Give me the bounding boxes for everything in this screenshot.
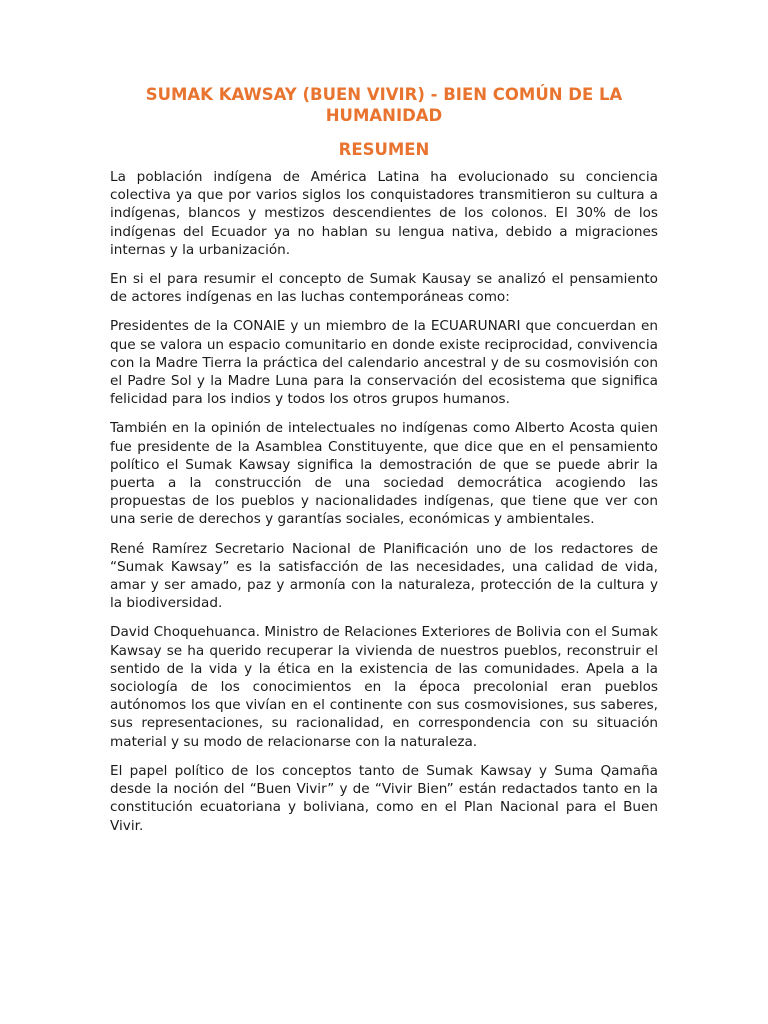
paragraph-1: La población indígena de América Latina ha evolucionado su conciencia colectiva ya que por varios siglos los conquistadores transmitieron su cultura a indígenas, blancos y mestizos descendientes de los colonos. El 30% de los indígenas del Ecuador ya no hablan su lengua nativa, debido a migraciones internas y la urbanización. — [110, 169, 658, 258]
paragraph-5: René Ramírez Secretario Nacional de Planificación uno de los redactores de “Sumak Kawsay” es la satisfacción de las necesidades, una calidad de vida, amar y ser amado, paz y armonía con la naturaleza, protección de la cultura y la biodiversidad. — [110, 540, 658, 612]
paragraph-2: En si el para resumir el concepto de Sumak Kausay se analizó el pensamiento de actores indígenas en las luchas contemporáneas como: — [110, 271, 658, 306]
paragraph-7: El papel político de los conceptos tanto de Sumak Kawsay y Suma Qamaña desde la noción del “Buen Vivir” y de “Vivir Bien” están redactados tanto en la constitución ecuatoriana y boliviana, como en el Plan Nacional para el Buen Vivir. — [110, 762, 658, 834]
section-heading: RESUMEN — [338, 140, 430, 159]
paragraph-6: David Choquehuanca. Ministro de Relaciones Exteriores de Bolivia con el Sumak Kawsay se ha querido recuperar la vivienda de nuestros pueblos, reconstruir el sentido de la vida y la ética en la existencia de las comunidades. Apela a la sociología de los conocimientos en la época precolonial eran pueblos autónomos los que vivían en el continente con sus cosmovisiones, sus saberes, sus representaciones, su racionalidad, en correspondencia con su situación material y su modo de relacionarse con la naturaleza. — [110, 624, 658, 750]
document-page — [110, 84, 658, 846]
paragraph-3: Presidentes de la CONAIE y un miembro de la ECUARUNARI que concuerdan en que se valora un espacio comunitario en donde existe reciprocidad, convivencia con la Madre Tierra la práctica del calendario ancestral y de su cosmovisión con el Padre Sol y la Madre Luna para la conservación del ecosistema que significa felicidad para los indios y todos los otros grupos humanos. — [110, 318, 658, 408]
document-title: SUMAK KAWSAY (BUEN VIVIR) - BIEN COMÚN DE LA HUMANIDAD — [145, 85, 623, 125]
paragraph-4: También en la opinión de intelectuales no indígenas como Alberto Acosta quien fue presidente de la Asamblea Constituyente, que dice que en el pensamiento político el Sumak Kawsay significa la demostración de que se puede abrir la puerta a la construcción de una sociedad democrática acogiendo las propuestas de los pueblos y nacionalidades indígenas, que tiene que ver con una serie de derechos y garantías sociales, económicas y ambientales. — [110, 420, 658, 528]
